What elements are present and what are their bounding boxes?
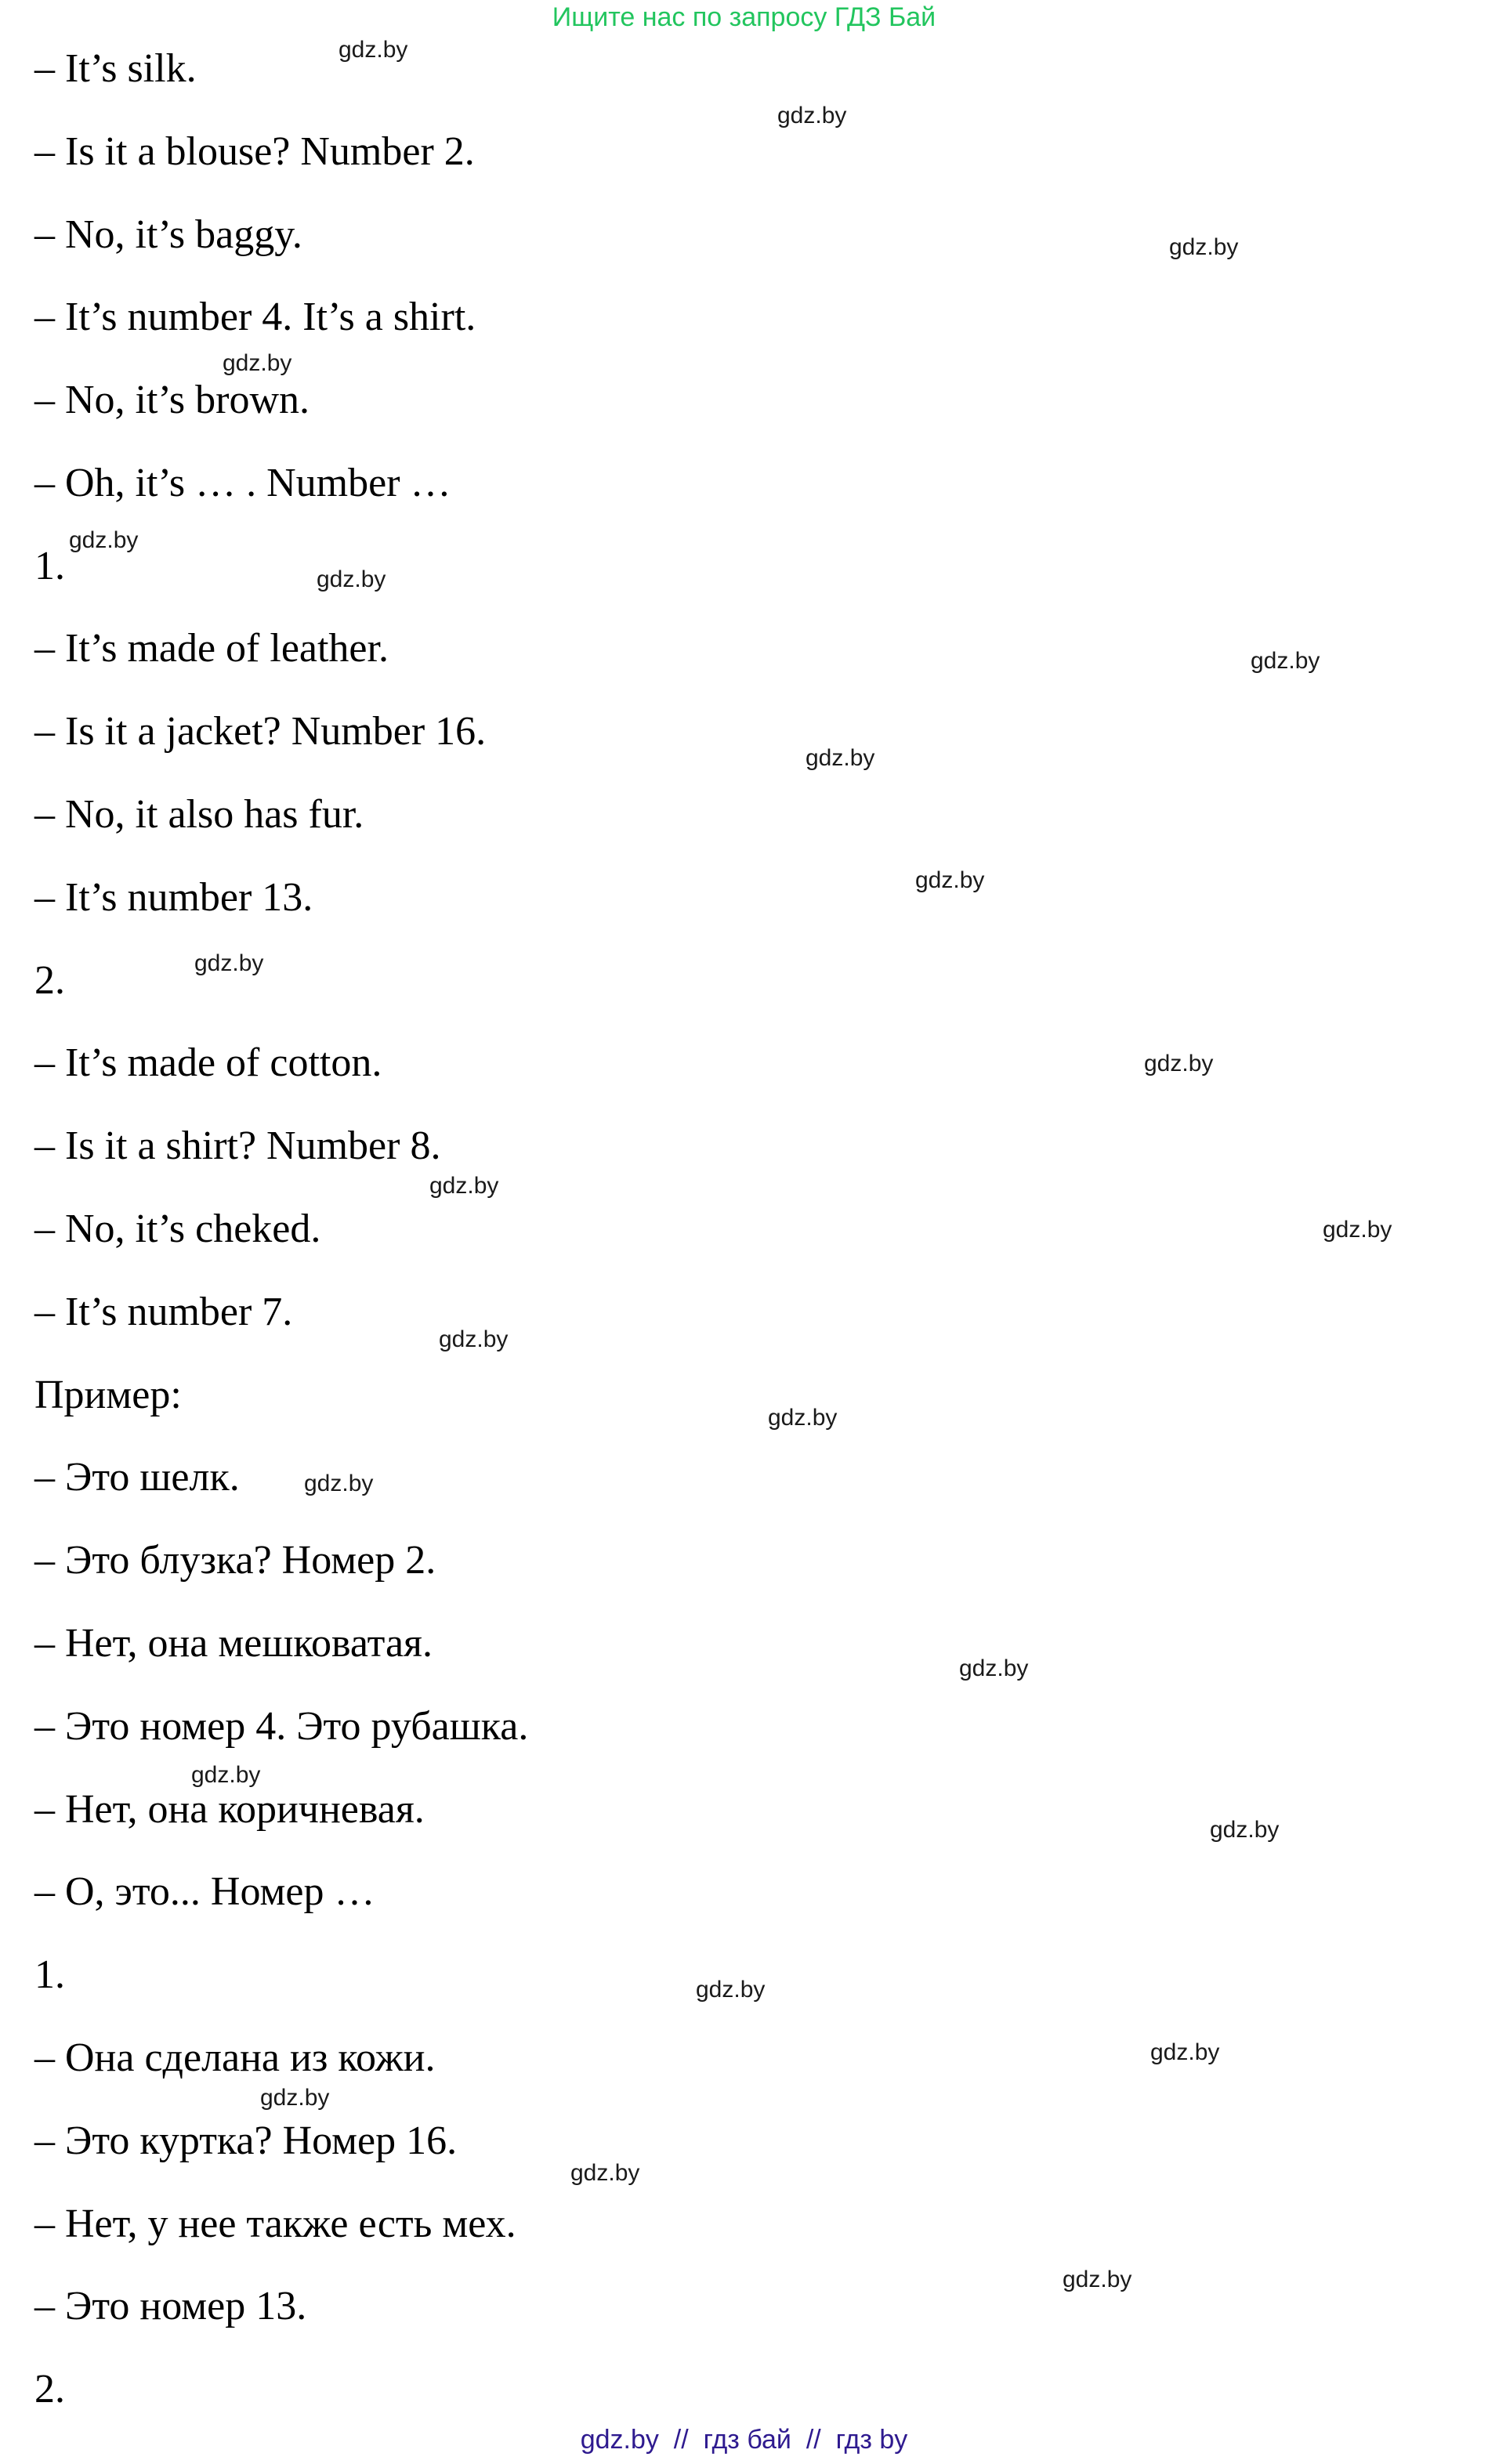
text-line-20: – Нет, она мешковатая. [34, 1621, 433, 1666]
text-line-13: – It’s made of cotton. [34, 1040, 382, 1085]
watermark: gdz.by [1144, 1051, 1214, 1076]
watermark: gdz.by [1210, 1817, 1280, 1843]
watermark: gdz.by [768, 1405, 838, 1431]
watermark: gdz.by [959, 1655, 1029, 1681]
text-line-1: – It’s silk. [34, 46, 197, 91]
text-line-17: Пример: [34, 1373, 182, 1417]
text-line-10: – No, it also has fur. [34, 792, 364, 837]
watermark: gdz.by [777, 103, 847, 128]
watermark: gdz.by [1169, 234, 1239, 260]
text-line-28: – Это номер 13. [34, 2284, 307, 2328]
text-line-14: – Is it a shirt? Number 8. [34, 1123, 441, 1168]
text-line-16: – It’s number 7. [34, 1290, 293, 1334]
text-line-9: – Is it a jacket? Number 16. [34, 709, 487, 754]
watermark: gdz.by [1251, 648, 1320, 674]
watermark: gdz.by [570, 2160, 640, 2186]
watermark: gdz.by [429, 1173, 499, 1199]
text-line-15: – No, it’s cheked. [34, 1207, 321, 1251]
text-line-4: – It’s number 4. It’s a shirt. [34, 295, 476, 339]
text-line-21: – Это номер 4. Это рубашка. [34, 1704, 529, 1749]
text-line-25: – Она сделана из кожи. [34, 2035, 436, 2080]
watermark: gdz.by [339, 37, 408, 63]
watermark: gdz.by [806, 745, 875, 771]
text-line-18: – Это шелк. [34, 1455, 240, 1500]
text-line-12: 2. [34, 958, 65, 1003]
watermark: gdz.by [915, 867, 985, 893]
watermark: gdz.by [260, 2085, 330, 2111]
footer-links: gdz.by // гдз бай // гдз by [580, 2425, 908, 2455]
watermark: gdz.by [696, 1977, 766, 2003]
text-line-19: – Это блузка? Номер 2. [34, 1538, 436, 1583]
watermark: gdz.by [1323, 1217, 1392, 1243]
text-line-5: – No, it’s brown. [34, 378, 310, 422]
text-line-11: – It’s number 13. [34, 875, 313, 920]
text-line-3: – No, it’s baggy. [34, 212, 302, 257]
watermark: gdz.by [69, 527, 139, 553]
text-line-27: – Нет, у нее также есть мех. [34, 2202, 516, 2246]
top-banner: Ищите нас по запросу ГДЗ Бай [552, 2, 936, 32]
text-line-8: – It’s made of leather. [34, 626, 389, 671]
text-line-2: – Is it a blouse? Number 2. [34, 129, 475, 174]
text-line-6: – Oh, it’s … . Number … [34, 461, 451, 505]
text-line-22: – Нет, она коричневая. [34, 1787, 425, 1832]
watermark: gdz.by [194, 950, 264, 976]
watermark: gdz.by [1063, 2267, 1132, 2292]
text-line-26: – Это куртка? Номер 16. [34, 2118, 458, 2163]
text-line-24: 1. [34, 1952, 65, 1997]
watermark: gdz.by [223, 350, 292, 376]
text-line-29: 2. [34, 2367, 65, 2412]
watermark: gdz.by [439, 1326, 509, 1352]
watermark: gdz.by [317, 566, 386, 592]
text-line-23: – О, это... Номер … [34, 1869, 375, 1914]
watermark: gdz.by [1150, 2039, 1220, 2065]
watermark: gdz.by [304, 1471, 374, 1496]
watermark: gdz.by [191, 1762, 261, 1788]
text-line-7: 1. [34, 544, 65, 588]
